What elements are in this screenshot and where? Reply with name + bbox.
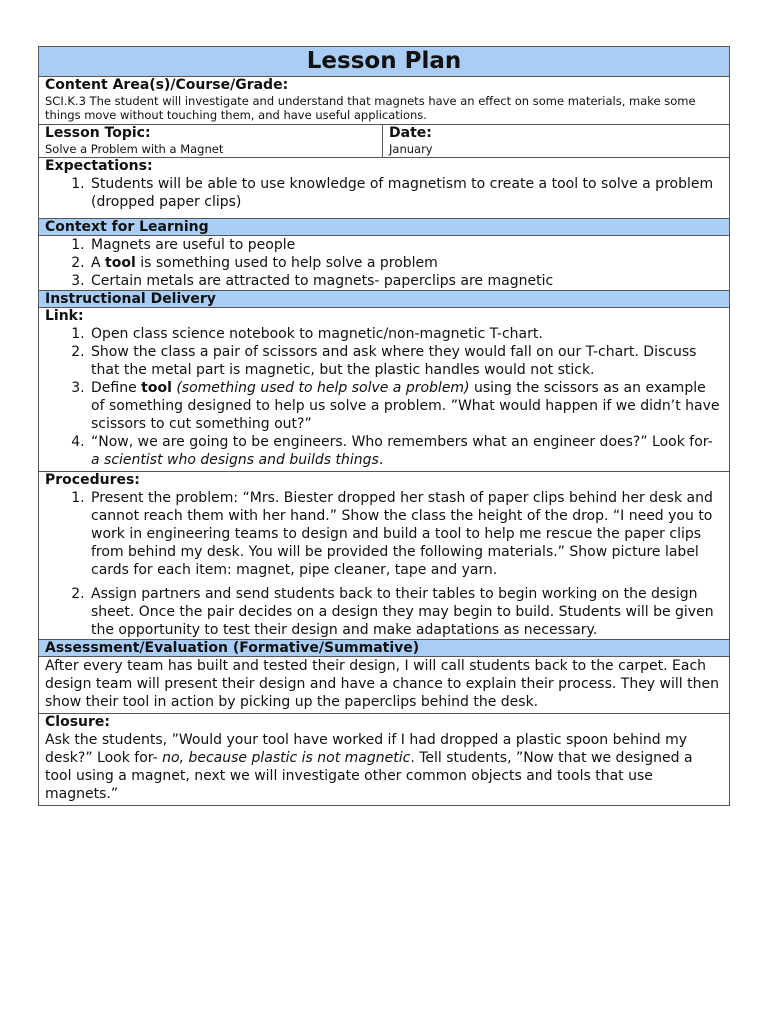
expectations-list — [45, 175, 723, 211]
expectations-section — [39, 157, 729, 218]
list-item: 4. “Now, we are going to be engineers. Who remembers what an engineer does?” Look for- a scientist who designs and builds things. — [89, 433, 723, 469]
lesson-plan-table — [38, 46, 730, 806]
expectations-label: Expectations: — [45, 158, 153, 174]
list-item: 2. Show the class a pair of scissors and ask where they would fall on our T-chart. Discuss that the metal part is magnetic, but the plastic handles would not stick. — [89, 343, 723, 379]
date-cell — [383, 125, 729, 157]
assessment-text: After every team has built and tested their design, I will call students back to the carpet. Each design team will present their design and have a chance to explain their process. They will then show their tool in action by picking up the paperclips behind the desk. — [39, 656, 729, 713]
page-title: Lesson Plan — [39, 47, 729, 76]
topic-cell — [39, 125, 383, 157]
closure-label: Closure: — [45, 714, 110, 730]
list-item: 3. Define tool (something used to help solve a problem) using the scissors as an example of something designed to help us solve a problem. ”What would happen if we didn’t have scissors to cut something out?” — [89, 379, 723, 433]
link-label: Link: — [45, 308, 84, 324]
content-area-section — [39, 76, 729, 124]
content-area-value: SCI.K.3 The student will investigate and understand that magnets have an effect on some materials, make some things move without touching them, and have useful applications. — [45, 94, 696, 122]
context-header: Context for Learning — [39, 218, 729, 235]
list-item: 2. Assign partners and send students back to their tables to begin working on the design sheet. Once the pair decides on a design they may begin to build. Students will be given the opportunity to test their design and make adaptations as necessary. — [89, 585, 723, 639]
procedures-list — [45, 489, 723, 639]
list-item: 1. Magnets are useful to people — [89, 236, 723, 254]
list-item: 1. Present the problem: “Mrs. Biester dropped her stash of paper clips behind her desk and cannot reach them with her hand.” Show the class the height of the drop. “I need you to work in engineering teams to design and build a tool to help me rescue the paper clips from behind my desk. You will be provided the following materials.” Show picture label cards for each item: magnet, pipe cleaner, tape and yarn. — [89, 489, 723, 579]
procedures-label: Procedures: — [45, 472, 140, 488]
list-item: 3. Certain metals are attracted to magnets- paperclips are magnetic — [89, 272, 723, 290]
list-item: 1. Students will be able to use knowledge of magnetism to create a tool to solve a problem (dropped paper clips) — [89, 175, 723, 211]
procedures-section — [39, 471, 729, 639]
topic-label: Lesson Topic: — [45, 125, 151, 141]
closure-text: Ask the students, ”Would your tool have worked if I had dropped a plastic spoon behind my desk?” Look for- no, because plastic is not magnetic. Tell students, ”Now that we designed a tool using a magnet, next we will investigate other common objects and tools that use magnets.” — [45, 732, 693, 802]
delivery-header: Instructional Delivery — [39, 290, 729, 307]
date-label: Date: — [389, 125, 432, 141]
topic-date-row — [39, 124, 729, 157]
topic-value: Solve a Problem with a Magnet — [45, 142, 224, 156]
date-value: January — [389, 142, 433, 156]
list-item: 1. Open class science notebook to magnetic/non-magnetic T-chart. — [89, 325, 723, 343]
context-list — [45, 236, 723, 290]
list-item: 2. A tool is something used to help solve a problem — [89, 254, 723, 272]
closure-section — [39, 713, 729, 805]
link-list — [45, 325, 723, 469]
link-section — [39, 307, 729, 471]
context-section — [39, 235, 729, 290]
content-area-label: Content Area(s)/Course/Grade: — [45, 77, 289, 93]
assessment-header: Assessment/Evaluation (Formative/Summative) — [39, 639, 729, 656]
